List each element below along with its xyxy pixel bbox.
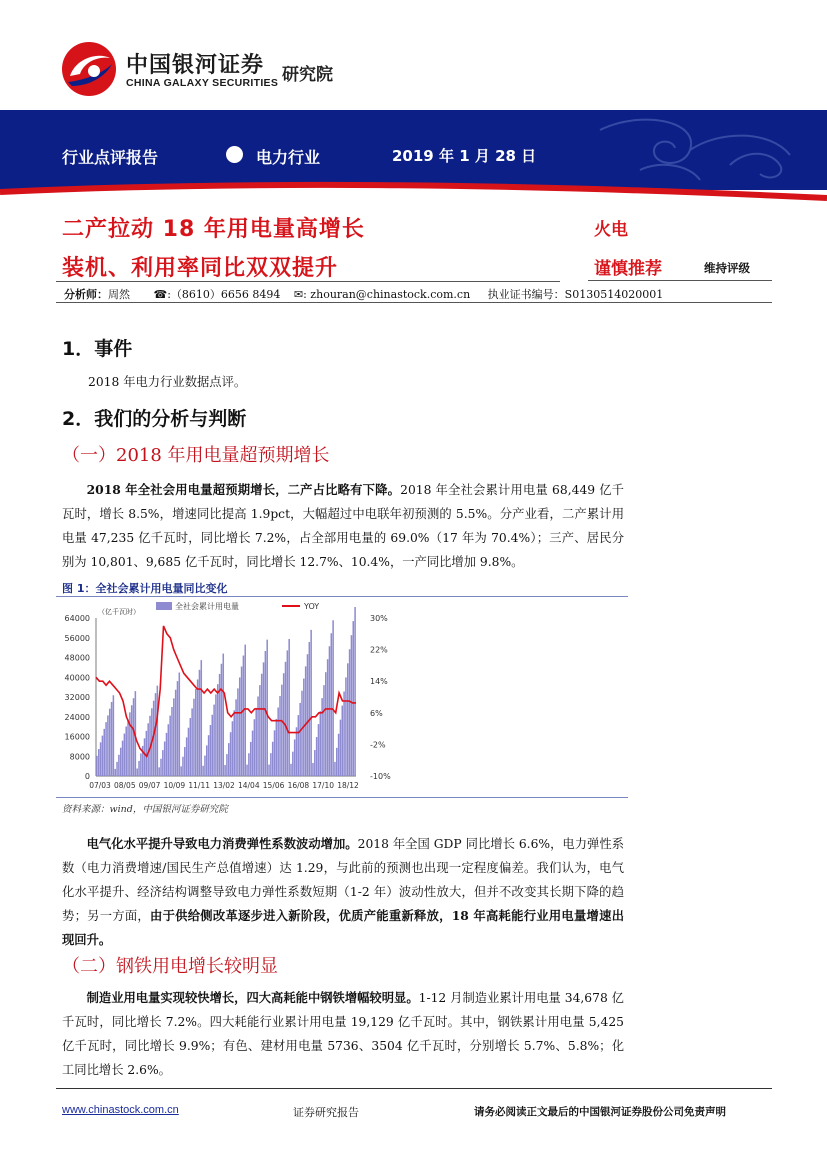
paragraph-3-body: 1-12 月制造业累计用电量 34,678 亿千瓦时，同比增长 7.2%。四大耗能行业累计用电量 19,129 亿千瓦时。其中，钢铁累计用电量 5,425 亿千瓦时，同比增长 9.9%；有色、建材用电量 5736、3504 亿千瓦时，分别增长 5.7%、5.8%；化工同比增长 2.6%。: [62, 991, 624, 1077]
bar: [246, 765, 248, 776]
bar: [164, 742, 166, 776]
report-date: 2019 年 1 月 28 日: [392, 147, 537, 165]
bar: [166, 733, 168, 776]
bar: [157, 686, 159, 776]
bar: [116, 762, 118, 776]
bar: [270, 753, 272, 776]
figure-1-chart: [56, 598, 396, 798]
paragraph-3-lead: 制造业用电量实现较快增长，四大高耗能中钢铁增幅较明显。: [86, 990, 419, 1005]
bar: [288, 639, 290, 776]
x-tick-label: 14/04: [237, 781, 260, 790]
bar: [125, 726, 127, 776]
bar: [243, 656, 245, 776]
bar: [316, 737, 318, 776]
bar: [265, 651, 267, 776]
bar: [233, 710, 235, 776]
legend-line-label: YOY: [304, 602, 320, 611]
bar: [160, 759, 162, 776]
bar: [144, 738, 146, 776]
bar: [347, 663, 349, 776]
bar: [186, 737, 188, 776]
bar: [206, 745, 208, 776]
rating-label: 谨慎推荐: [594, 259, 662, 279]
y-left-tick-label: 32000: [64, 693, 90, 702]
bar: [338, 734, 340, 776]
bar: [168, 724, 170, 776]
x-tick-label: 16/08: [287, 781, 310, 790]
bar: [179, 673, 181, 776]
bar: [261, 674, 263, 776]
bar: [208, 735, 210, 776]
y-right-tick-label: 14%: [370, 677, 388, 687]
bar: [320, 711, 322, 776]
paragraph-2-body: 2018 年全国 GDP 同比增长 6.6%，电力弹性系数（电力消费增速/国民生产总值增速）达 1.29，与此前的预测也出现一定程度偏差。我们认为，电气化水平提升、经济结构调整导致电力弹性系数短期（1-2 年）波动性放大，但并不改变其长期下降的趋势；另一方面，: [62, 837, 624, 923]
title-divider: [56, 281, 560, 282]
bar: [197, 679, 199, 776]
bar: [323, 685, 325, 776]
x-tick-label: 07/03: [89, 781, 111, 790]
report-title-line2: 装机、利用率同比双双提升: [62, 256, 339, 281]
bar: [259, 685, 261, 776]
figure-1-bottom-rule: [56, 797, 628, 798]
bar: [349, 649, 351, 776]
bar: [276, 719, 278, 776]
bar: [169, 716, 171, 776]
logo-name-en: CHINA GALAXY SECURITIES: [126, 77, 279, 89]
bar: [266, 640, 268, 776]
bar: [287, 650, 289, 776]
analyst-divider: [56, 302, 772, 303]
y-right-tick-label: 22%: [370, 645, 388, 655]
analyst-row: [64, 286, 764, 302]
bar: [173, 698, 175, 776]
paragraph-2: [62, 832, 624, 952]
bar: [98, 749, 100, 776]
bar: [232, 721, 234, 776]
bar: [100, 742, 102, 776]
bar: [175, 690, 177, 776]
section-1-title: 1．事件: [62, 338, 133, 360]
subsection-2-title: （二）钢铁用电增长较明显: [62, 956, 278, 977]
footer-center: 证券研究报告: [293, 1106, 359, 1119]
bar: [309, 642, 311, 776]
bar: [190, 718, 192, 776]
x-tick-label: 11/11: [188, 781, 211, 790]
bar: [155, 693, 157, 776]
bar: [215, 694, 217, 776]
bar: [248, 753, 250, 776]
bar: [237, 688, 239, 776]
bar: [290, 764, 292, 776]
paragraph-3: [62, 986, 624, 1082]
bar: [201, 660, 203, 776]
bar: [184, 747, 186, 776]
bar: [96, 756, 98, 776]
bar: [107, 715, 109, 776]
x-tick-label: 15/06: [262, 781, 285, 790]
y-right-tick-label: -2%: [370, 740, 386, 750]
bar: [250, 742, 252, 776]
bar: [131, 705, 133, 776]
figure-1-title: 图 1：全社会累计用电量同比变化: [62, 582, 228, 595]
bar: [318, 724, 320, 776]
bar: [217, 684, 219, 776]
bar: [274, 730, 276, 776]
footer-divider: [56, 1088, 772, 1089]
bar: [301, 691, 303, 776]
bar: [122, 741, 124, 776]
analyst-email[interactable]: ✉: zhouran@chinastock.com.cn: [293, 288, 471, 301]
bar: [325, 672, 327, 776]
bar: [345, 677, 347, 776]
red-banner-swoosh: [0, 180, 827, 214]
bar: [105, 722, 107, 776]
x-tick-label: 08/05: [113, 781, 136, 790]
report-type: 行业点评报告: [62, 148, 159, 167]
y-left-tick-label: 24000: [64, 712, 90, 722]
bar: [268, 765, 270, 776]
bar: [279, 696, 281, 776]
logo-emblem: [58, 40, 120, 98]
bar: [182, 757, 184, 776]
analyst-name: 周然: [108, 288, 130, 301]
bar: [124, 734, 126, 776]
bar: [133, 698, 135, 776]
bar: [113, 695, 115, 776]
report-title-line1: 二产拉动 18 年用电量高增长: [62, 217, 365, 242]
figure-1-top-rule: [56, 596, 628, 597]
bar: [292, 752, 294, 776]
y-left-tick-label: 16000: [64, 732, 90, 742]
y-right-tick-label: 6%: [370, 708, 383, 718]
bar: [241, 667, 243, 776]
bar: [321, 698, 323, 776]
bar: [177, 681, 179, 776]
bar: [332, 620, 334, 776]
bar: [239, 677, 241, 776]
paragraph-1-lead: 2018 年全社会用电量超预期增长，二产占比略有下降。: [86, 482, 401, 497]
logo-name-cn: 中国银河证券: [126, 53, 265, 78]
bar: [296, 727, 298, 776]
bar: [352, 621, 354, 776]
bar: [281, 685, 283, 776]
bar: [340, 720, 342, 776]
rating-note: 维持评级: [704, 261, 750, 275]
x-tick-label: 18/12: [337, 781, 359, 790]
bar: [263, 662, 265, 776]
bar: [146, 731, 148, 776]
institute-name: 研究院: [282, 65, 333, 85]
legend-bar-swatch: [156, 602, 172, 610]
bar: [230, 732, 232, 776]
section-1-text: 2018 年电力行业数据点评。: [88, 375, 247, 389]
bar: [336, 748, 338, 776]
bar: [118, 755, 120, 776]
bar: [312, 763, 314, 776]
bar: [310, 630, 312, 776]
bar: [213, 705, 215, 776]
bar: [226, 754, 228, 776]
y-left-tick-label: 8000: [69, 752, 90, 762]
bar: [254, 719, 256, 776]
bullet-icon: [226, 146, 243, 163]
bar: [244, 645, 246, 776]
bar: [136, 768, 138, 776]
bar: [158, 767, 160, 776]
bar: [111, 702, 113, 776]
bar: [199, 670, 201, 776]
analyst-label: 分析师：: [64, 288, 108, 301]
bar: [202, 766, 204, 776]
analyst-cert: 执业证书编号：S0130514020001: [487, 288, 664, 301]
bar: [342, 706, 344, 776]
bar: [285, 662, 287, 776]
bar: [354, 607, 356, 776]
bar: [109, 709, 111, 776]
bar: [252, 731, 254, 776]
bar: [314, 750, 316, 776]
bar: [327, 659, 329, 776]
bar: [140, 753, 142, 776]
bar: [277, 707, 279, 776]
bar: [127, 719, 129, 776]
paragraph-1-body: 2018 年全社会累计用电量 68,449 亿千瓦时，增长 8.5%，增速同比提高 1.9pct，大幅超过中电联年初预测的 5.5%。分产业看，二产累计用电量 47,235 亿千瓦时，同比增长 7.2%，占全部用电量的 69.0%（17 年为 70.4%）；三产、居民分别为 10,801、9,685 亿千瓦时，同比增长 12.7%、10.4%，一产同比增加 9.8%。: [62, 483, 624, 569]
bar: [305, 666, 307, 776]
paragraph-1: [62, 478, 624, 574]
industry-name: 电力行业: [256, 148, 321, 167]
bar: [351, 635, 353, 776]
bar: [272, 742, 274, 776]
x-tick-label: 17/10: [312, 781, 335, 790]
y-left-unit: （亿千瓦时）: [98, 608, 140, 616]
bar: [221, 664, 223, 776]
y-left-tick-label: 0: [84, 772, 90, 781]
bar: [329, 646, 331, 776]
bar: [224, 765, 226, 776]
y-right-tick-label: -10%: [370, 772, 391, 781]
bar: [331, 633, 333, 776]
bar: [222, 654, 224, 776]
x-tick-label: 10/09: [163, 781, 186, 790]
paragraph-2-conclusion: 由于供给侧改革逐步进入新阶段，优质产能重新释放，18 年高耗能行业用电量增速出现回升。: [62, 908, 624, 947]
bar: [114, 769, 116, 776]
bar: [235, 699, 237, 776]
bar: [334, 762, 336, 776]
bar: [255, 708, 257, 776]
bar: [294, 739, 296, 776]
y-left-tick-label: 56000: [64, 633, 90, 643]
footer-website[interactable]: www.chinastock.com.cn: [62, 1104, 179, 1116]
x-tick-label: 09/07: [138, 781, 161, 790]
bar: [120, 748, 122, 776]
footer-disclaimer: 请务必阅读正文最后的中国银河证券股份公司免责声明: [474, 1106, 726, 1118]
bar: [138, 761, 140, 776]
bar: [210, 725, 212, 776]
bar: [298, 715, 300, 776]
paragraph-2-lead: 电气化水平提升导致电力消费弹性系数波动增加。: [86, 836, 358, 851]
y-left-tick-label: 64000: [64, 614, 90, 623]
subsection-1-title: （一）2018 年用电量超预期增长: [62, 445, 330, 466]
bar: [204, 756, 206, 776]
bar: [299, 703, 301, 776]
bar: [103, 729, 105, 776]
yoy-line: [96, 626, 356, 756]
bar: [102, 736, 104, 776]
y-left-tick-label: 48000: [64, 653, 90, 663]
bar: [188, 728, 190, 776]
section-2-title: 2．我们的分析与判断: [62, 408, 247, 430]
analyst-phone: ☎:（8610）6656 8494: [153, 288, 281, 301]
bar: [228, 743, 230, 776]
figure-1-source: 资料来源：wind，中国银河证券研究院: [62, 804, 228, 815]
y-left-tick-label: 40000: [64, 673, 90, 683]
bar: [180, 766, 182, 776]
rating-divider: [588, 280, 772, 281]
bar: [193, 699, 195, 776]
bar: [307, 654, 309, 776]
bar: [171, 707, 173, 776]
bar: [195, 689, 197, 776]
bar: [162, 750, 164, 776]
sector-label: 火电: [594, 220, 628, 240]
bar: [212, 715, 214, 776]
bar: [191, 708, 193, 776]
x-tick-label: 13/02: [213, 781, 235, 790]
y-right-tick-label: 30%: [370, 614, 388, 623]
legend-bar-label: 全社会累计用电量: [175, 602, 239, 611]
bar: [343, 692, 345, 776]
